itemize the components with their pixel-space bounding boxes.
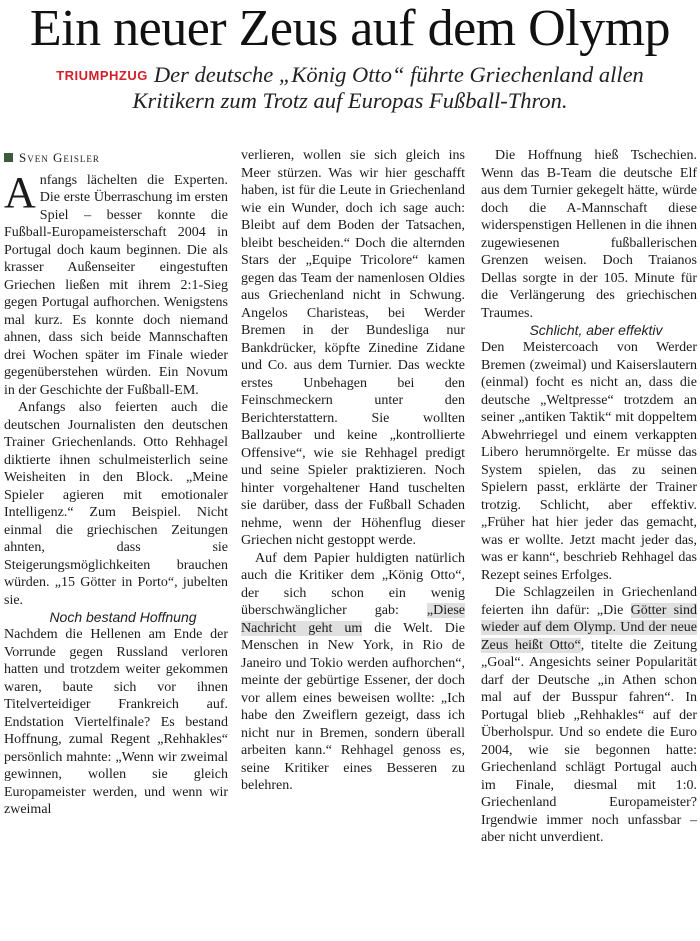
- author-name: Sven Geisler: [19, 150, 100, 165]
- dropcap: A: [4, 167, 36, 217]
- highlighted-quote: Götter sind wieder auf dem Olymp. Und der neue Zeus heißt Otto“: [481, 602, 697, 653]
- paragraph: Den Meistercoach von Werder Bremen (zweimal) und Kaiserslautern (einmal) focht es nicht an, dass die deutsche „Weltpresse“ trotzdem an seiner „antiken Taktik“ mit doppeltem Abwehrriegel und einem verkappten Libero herumnörgelte. Er müsse das System spielen, das zu seinen Spielern passt, erklärte der Trainer trotzig. Schlicht, aber effektiv. „Früher hat hier jeder das gemacht, was er wollte. Jetzt macht jeder das, was er kann“, beschrieb Rehhagel das Rezept seines Erfolges.: [481, 340, 697, 583]
- byline: [4, 149, 228, 167]
- highlighted-quote: „Diese Nachricht geht um: [241, 603, 465, 636]
- paragraph-text: Die Schlagzeilen in Griechenland feierten ihn dafür: „Die: [481, 585, 697, 618]
- paragraph: [241, 550, 465, 795]
- paragraph: verlieren, wollen sie sich gleich ins Meer stürzen. Was wir hier geschafft haben, ist für die Leute in Griechenland wie ein Wunder, doch ich sage auch: Bleibt auf dem Boden der Tatsachen, bleibt bescheiden.“ Doch die alternden Stars der „Equipe Tricolore“ kamen gegen das Team der namenlosen Oldies aus Griechenland nicht in Schwung. Angelos Charisteas, bei Werder Bremen in der Bundesliga nur Bankdrücker, köpfte Zinedine Zidane und Co. aus dem Turnier. Das weckte erstes Unbehagen bei den Feinschmeckern unter den Berichterstattern. Sie wollten Ballzauber und keine „kontrollierte Offensive“, wie sie Rehhagel predigt und seine Spieler praktizieren. Noch hinter vorgehaltener Hand tuschelten sie darüber, dass der Fußball Schaden nehme, wenn der Höhenflug dieser Griechen nicht gestoppt werde.: [241, 148, 465, 548]
- subheading: Noch bestand Hoffnung: [49, 609, 197, 625]
- column-1: [4, 149, 228, 819]
- subheading: Schlicht, aber effektiv: [529, 322, 663, 338]
- deck: [40, 62, 660, 113]
- column-2: [241, 147, 465, 795]
- headline: Ein neuer Zeus auf dem Olymp: [29, 0, 671, 57]
- paragraph: Nachdem die Hellenen am Ende der Vorrunde gegen Russland verloren hatten und trotzdem weiter gekommen waren, baute sich vor ihnen Titelverteidiger Frankreich auf. Endstation Viertelfinale? Es bestand Hoffnung, zumal Regent „Rehhakles“ persönlich mahnte: „Wenn wir zweimal gewinnen, wollen sie gleich Europameister werden, und wenn wir zweimal: [4, 627, 228, 817]
- paragraph-text: Auf dem Papier huldigten natürlich auch die Kritiker dem „König Otto“, der sich schon ein wenig überschwänglicher gab:: [241, 550, 465, 618]
- paragraph-text: die Welt. Die Menschen in New York, in Rio de Janeiro und Tokio werden aufhorchen“, meinte der gebürtige Essener, der doch vor allem eines beweisen wollte: „Ich habe den Zweiflern gezeigt, dass ich nicht nur in Bremen, sondern überall arbeiten kann.“ Rehhagel genoss es, seine Kritiker eines Besseren zu belehren.: [241, 620, 465, 793]
- byline-square-icon: [4, 153, 13, 162]
- deck-text: Der deutsche „König Otto“ führte Griechenland allen Kritikern zum Trotz auf Europas Fußball-Thron.: [132, 62, 644, 113]
- column-3: [481, 147, 697, 847]
- paragraph-text: , titelte die Zeitung „Goal“. Angesichts seiner Popularität darf der Deutsche „in Athen schon mal auf der Busspur fahren“. In Portugal blieb „Rehhakles“ auf der Überholspur. Und so endete die Euro 2004, wie sie begonnen hatte: Griechenland schlägt Portugal auch im Finale, diesmal mit 1:0. Griechenland Europameister? Irgendwie immer noch unfassbar – aber nicht unverdient.: [481, 637, 697, 845]
- paragraph-text: nfangs lächelten die Experten. Die erste Überraschung im ersten Spiel – besser konnte die Fußball-Europameisterschaft 2004 in Portugal doch kaum beginnen. Die als krasser Außenseiter eingestuften Griechen ließen mit ihrem 2:1-Sieg gegen Portugal aufhorchen. Wenigstens mal kurz. Es konnte doch niemand ahnen, dass sich beide Mannschaften drei Wochen später im Finale wieder gegenüberstehen würden. Ein Novum in der Geschichte der Fußball-EM.: [4, 172, 228, 398]
- paragraph: [4, 167, 228, 400]
- paragraph: Die Hoffnung hieß Tschechien. Wenn das B-Team die deutsche Elf aus dem Turnier gekegelt hätte, würde doch die A-Mannschaft diese widerspenstigen Hellenen in die ihnen zugewiesenen fußballerischen Grenzen weisen. Doch Traianos Dellas sorgte in der 105. Minute für die Verlängerung des griechischen Traumes.: [481, 148, 697, 321]
- paragraph: [481, 584, 697, 847]
- kicker: TRIUMPHZUG: [56, 68, 148, 83]
- paragraph: Anfangs also feierten auch die deutschen Journalisten den deutschen Trainer Griechenlands. Otto Rehhagel diktierte ihnen schulmeisterlich seine Weisheiten in den Block. „Meine Spieler agieren mit emotionaler Intelligenz.“ Zum Beispiel. Nicht einmal die griechischen Zeitungen ahnten, dass sie Steigerungsmöglichkeiten brauchen würden. „15 Götter in Porto“, jubelten sie.: [4, 400, 228, 608]
